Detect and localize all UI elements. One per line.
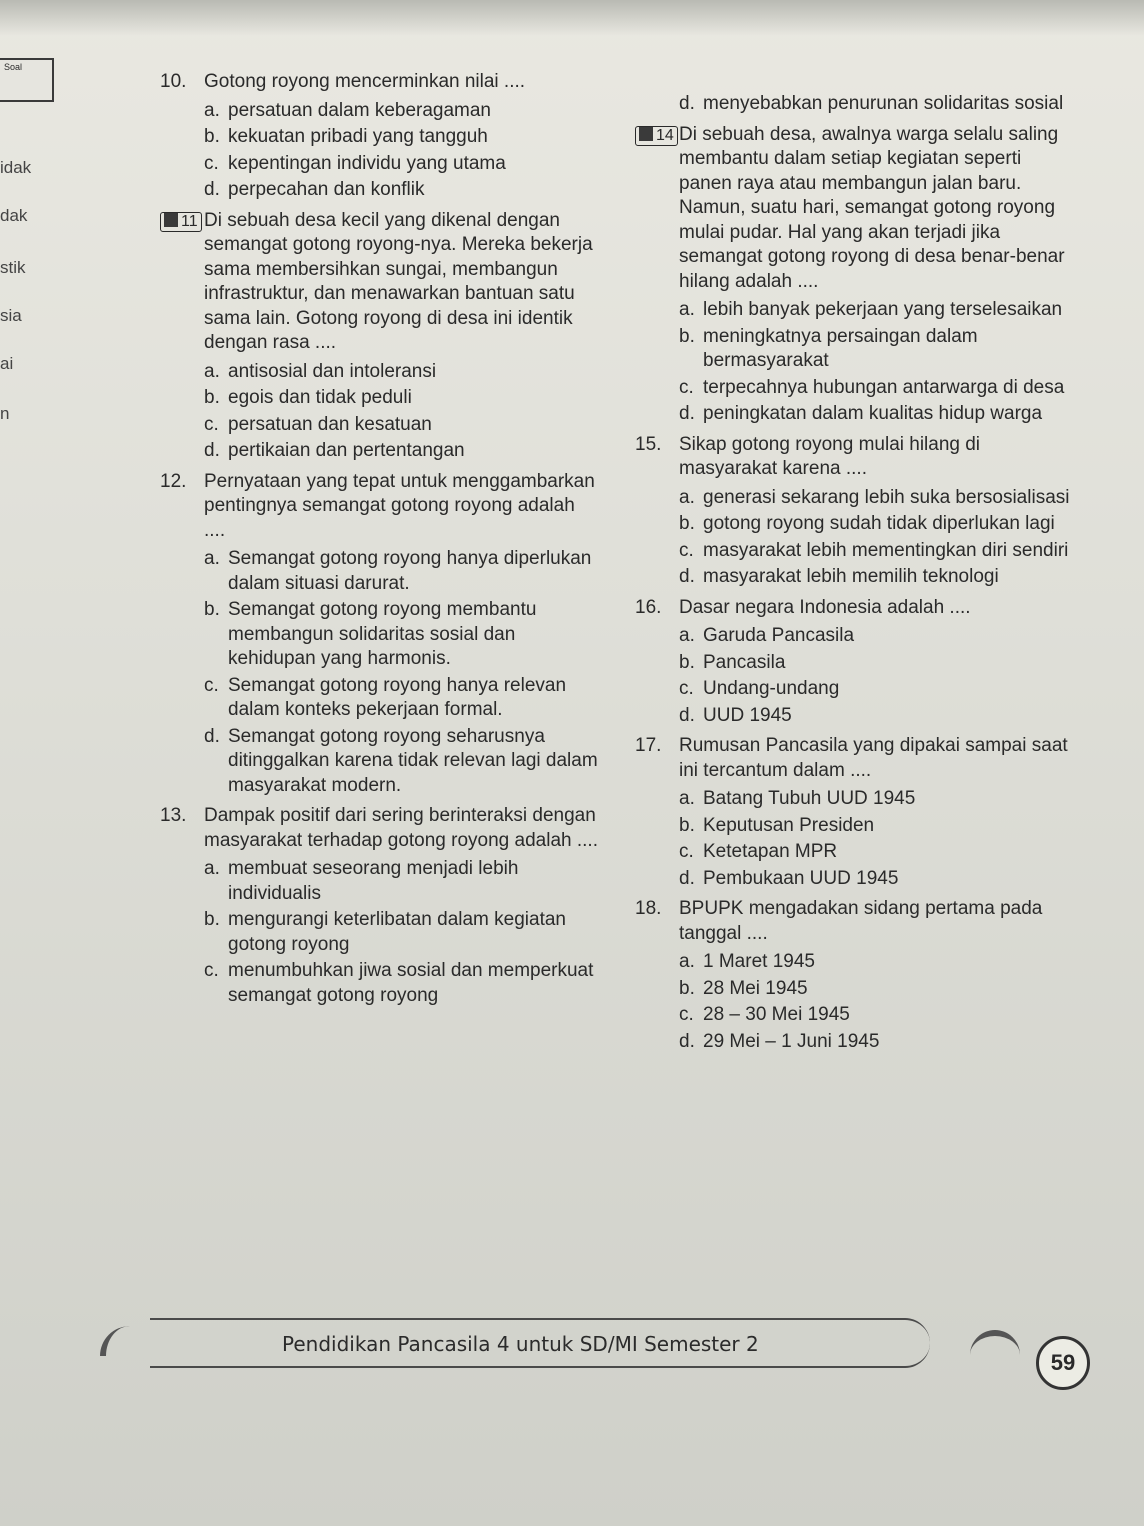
option-list [679, 624, 1075, 728]
option-letter: b. [204, 387, 220, 408]
option-text: lebih banyak pekerjaan yang terselesaikan [703, 299, 1063, 320]
question-13 [160, 804, 600, 1008]
previous-page-tab [0, 58, 54, 102]
option-letter: d. [679, 704, 695, 726]
hots-icon [639, 127, 653, 141]
option-d [679, 704, 1075, 729]
option-letter: a. [204, 858, 220, 879]
option-letter: d. [204, 179, 220, 200]
question-12 [160, 470, 600, 799]
option-c [679, 539, 1075, 564]
option-letter: d. [679, 93, 695, 114]
option-b [679, 814, 1075, 839]
hots-badge [635, 126, 678, 146]
option-text: kepentingan individu yang utama [228, 152, 506, 174]
option-letter: c. [204, 674, 219, 696]
question-stem: Pernyataan yang tepat untuk menggambarkan pentingnya semangat gotong royong adalah .... [204, 470, 595, 541]
option-letter: d. [204, 440, 220, 461]
option-list [204, 857, 600, 1008]
option-c [204, 959, 600, 1008]
bleed-text: dak [0, 206, 28, 225]
option-text: terpecahnya hubungan antarwarga di desa [703, 376, 1065, 398]
previous-page-tab-label: Soal [4, 62, 23, 72]
option-text: pertikaian dan pertentangan [228, 440, 465, 461]
option-c [204, 152, 600, 177]
page-top-shadow [0, 0, 1144, 36]
option-d [204, 439, 600, 464]
option-text: mengurangi keterlibatan dalam kegiatan gotong royong [228, 909, 566, 955]
option-letter: b. [204, 909, 220, 930]
option-text: 28 Mei 1945 [703, 977, 808, 999]
option-list [679, 950, 1075, 1054]
option-letter: a. [204, 548, 220, 569]
option-list [204, 360, 600, 464]
option-a [204, 360, 600, 385]
option-text: Garuda Pancasila [703, 625, 855, 646]
option-letter: a. [679, 951, 695, 972]
option-text: antisosial dan intoleransi [228, 360, 437, 382]
option-text: 28 – 30 Mei 1945 [703, 1004, 850, 1025]
option-text: generasi sekarang lebih suka bersosialisasi [703, 486, 1070, 508]
footer-swoosh-left-icon [100, 1326, 146, 1356]
option-b [679, 512, 1075, 537]
question-15 [635, 433, 1075, 590]
option-letter: b. [679, 325, 695, 347]
option-a [679, 624, 1075, 649]
question-number: 14 [656, 126, 674, 144]
option-letter: a. [679, 788, 695, 809]
option-text: Undang-undang [703, 678, 840, 699]
option-letter: b. [679, 977, 695, 999]
option-c [204, 674, 600, 723]
option-letter: a. [204, 360, 220, 382]
question-number-badge [635, 123, 686, 148]
question-number: 16. [635, 596, 662, 618]
option-text: masyarakat lebih memilih teknologi [703, 566, 999, 587]
option-letter: a. [679, 299, 695, 320]
option-text: menumbuhkan jiwa sosial dan memperkuat semangat gotong royong [228, 960, 594, 1006]
option-d [679, 565, 1075, 590]
option-c [204, 413, 600, 438]
option-text: perpecahan dan konflik [228, 179, 425, 200]
question-number: 13. [160, 805, 187, 826]
option-list [679, 298, 1075, 427]
option-d [679, 402, 1075, 427]
option-letter: c. [679, 376, 694, 398]
option-c [679, 376, 1075, 401]
option-b [204, 125, 600, 150]
bleed-text: sia [0, 306, 22, 325]
option-letter: d. [679, 1030, 695, 1052]
bleed-text: stik [0, 258, 26, 277]
question-10 [160, 70, 600, 203]
option-text: kekuatan pribadi yang tangguh [228, 126, 488, 147]
question-number: 17. [635, 735, 662, 756]
option-text: Semangat gotong royong hanya diperlukan dalam situasi darurat. [228, 548, 592, 594]
question-14 [635, 123, 1075, 427]
option-d [679, 92, 1075, 117]
option-letter: c. [679, 1004, 694, 1025]
option-text: Pembukaan UUD 1945 [703, 867, 899, 889]
option-text: Semangat gotong royong seharusnya ditinggalkan karena tidak relevan lagi dalam masyarakat modern. [228, 725, 598, 796]
question-number: 18. [635, 898, 662, 919]
option-letter: b. [679, 651, 695, 673]
question-16 [635, 596, 1075, 729]
book-title: Pendidikan Pancasila 4 untuk SD/MI Semester 2 [282, 1332, 759, 1356]
option-text: meningkatnya persaingan dalam bermasyarakat [703, 325, 978, 371]
option-b [204, 386, 600, 411]
option-text: masyarakat lebih mementingkan diri sendiri [703, 539, 1069, 561]
option-letter: b. [679, 513, 695, 534]
option-letter: c. [679, 841, 694, 862]
option-letter: d. [679, 403, 695, 424]
option-b [679, 325, 1075, 374]
option-d [204, 725, 600, 799]
option-text: 1 Maret 1945 [703, 951, 815, 972]
question-stem: Rumusan Pancasila yang dipakai sampai saat ini tercantum dalam .... [679, 735, 1068, 781]
question-stem: Dasar negara Indonesia adalah .... [679, 596, 971, 618]
option-b [204, 598, 600, 672]
question-stem: Di sebuah desa, awalnya warga selalu saling membantu dalam setiap kegiatan seperti panen raya atau membangun jalan baru. Namun, suatu hari, semangat gotong royong mulai pudar. Hal yang akan terjadi jika semangat gotong royong di desa benar-benar hilang adalah .... [679, 123, 1065, 292]
option-list [204, 99, 600, 203]
option-list [679, 787, 1075, 891]
option-text: Pancasila [703, 651, 786, 673]
question-11 [160, 209, 600, 464]
question-13-continued [635, 92, 1075, 117]
option-text: 29 Mei – 1 Juni 1945 [703, 1030, 880, 1052]
option-letter: c. [679, 678, 694, 699]
page-number: 59 [1036, 1336, 1090, 1390]
option-text: egois dan tidak peduli [228, 387, 412, 408]
option-a [679, 787, 1075, 812]
option-letter: a. [679, 486, 695, 508]
bleed-text: n [0, 404, 10, 423]
option-c [679, 677, 1075, 702]
option-list [204, 547, 600, 798]
option-list [679, 486, 1075, 590]
left-column [160, 70, 600, 1014]
option-letter: b. [204, 126, 220, 147]
option-b [679, 651, 1075, 676]
question-17 [635, 734, 1075, 891]
option-text: Keputusan Presiden [703, 814, 875, 836]
option-text: Batang Tubuh UUD 1945 [703, 788, 916, 809]
question-stem: Sikap gotong royong mulai hilang di masyarakat karena .... [679, 433, 981, 479]
option-list [679, 92, 1075, 117]
question-stem: Dampak positif dari sering berinteraksi dengan masyarakat terhadap gotong royong adalah .... [204, 805, 598, 851]
right-column [635, 92, 1075, 1060]
option-b [679, 977, 1075, 1002]
question-number: 11 [181, 212, 198, 230]
option-text: Ketetapan MPR [703, 841, 838, 862]
option-a [204, 99, 600, 124]
question-number-badge [160, 209, 210, 234]
hots-badge [160, 212, 202, 232]
footer-swoosh-right-icon [970, 1330, 1020, 1370]
option-letter: d. [679, 566, 695, 587]
option-text: membuat seseorang menjadi lebih individualis [228, 858, 519, 904]
option-letter: c. [679, 539, 694, 561]
option-letter: c. [204, 152, 219, 174]
option-b [204, 908, 600, 957]
option-a [204, 547, 600, 596]
option-letter: b. [679, 814, 695, 836]
bleed-text: ai [0, 354, 14, 373]
hots-icon [164, 213, 178, 227]
option-text: peningkatan dalam kualitas hidup warga [703, 403, 1043, 424]
option-letter: c. [204, 413, 219, 435]
option-letter: c. [204, 960, 219, 981]
option-text: Semangat gotong royong hanya relevan dalam konteks pekerjaan formal. [228, 674, 567, 720]
option-letter: b. [204, 599, 220, 620]
question-number: 12. [160, 470, 187, 492]
option-c [679, 1003, 1075, 1028]
option-a [204, 857, 600, 906]
option-a [679, 486, 1075, 511]
question-number: 15. [635, 433, 662, 455]
option-text: UUD 1945 [703, 704, 792, 726]
option-letter: a. [679, 625, 695, 646]
question-stem: BPUPK mengadakan sidang pertama pada tanggal .... [679, 898, 1043, 944]
option-letter: a. [204, 99, 220, 121]
option-text: persatuan dalam keberagaman [228, 99, 492, 121]
option-d [679, 867, 1075, 892]
bleed-text: idak [0, 158, 32, 177]
question-stem: Gotong royong mencerminkan nilai .... [204, 71, 526, 92]
option-d [679, 1030, 1075, 1055]
option-text: Semangat gotong royong membantu membangun solidaritas sosial dan kehidupan yang harmonis. [228, 599, 537, 669]
option-text: gotong royong sudah tidak diperlukan lagi [703, 513, 1055, 534]
option-letter: d. [204, 725, 220, 747]
option-d [204, 178, 600, 203]
question-number: 10. [160, 71, 187, 92]
option-text: menyebabkan penurunan solidaritas sosial [703, 93, 1064, 114]
option-a [679, 298, 1075, 323]
option-text: persatuan dan kesatuan [228, 413, 432, 435]
question-stem: Di sebuah desa kecil yang dikenal dengan semangat gotong royong-nya. Mereka bekerja sama membersihkan sungai, membangun infrastruktur, dan menawarkan bantuan satu sama lain. Gotong royong di desa ini identik dengan rasa .... [204, 209, 593, 353]
option-c [679, 840, 1075, 865]
option-a [679, 950, 1075, 975]
question-18 [635, 897, 1075, 1054]
option-letter: d. [679, 867, 695, 889]
